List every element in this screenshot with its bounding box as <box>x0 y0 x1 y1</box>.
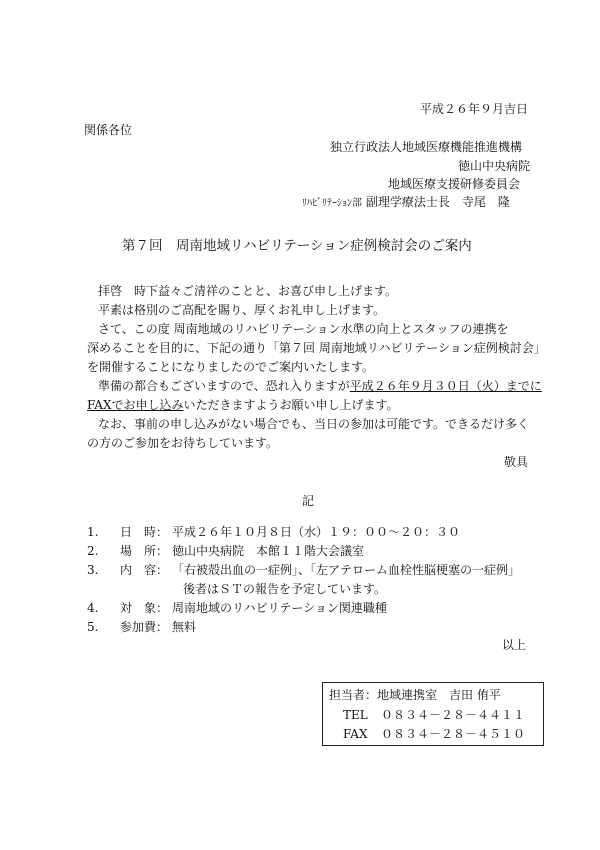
sender-person: 副理学療法士長 寺尾 隆 <box>365 195 510 209</box>
item-number: 1. <box>87 525 99 539</box>
item-number: 4. <box>87 601 99 615</box>
item-label-datetime: 日 時： <box>120 525 169 539</box>
item-label-target: 対 象： <box>120 601 169 615</box>
addressee: 関係各位 <box>84 123 133 137</box>
deadline-date: 平成２６年９月３０日（火）までに <box>349 379 542 393</box>
item-number: 5. <box>87 620 99 634</box>
tel-number: ０８３４－２８－４４１１ <box>381 708 526 722</box>
item-number: 2. <box>87 544 99 558</box>
body-paragraph-3-line-2: 深めることを目的に、下記の通り「第７回 周南地域リハビリテーション症例検討会」 <box>87 341 546 355</box>
sender-organization: 独立行政法人地域医療機能推進機構 <box>330 140 523 154</box>
body-paragraph-4-line-1 <box>98 380 542 392</box>
body-paragraph-4-line-2 <box>87 399 399 411</box>
item-value-fee: 無料 <box>172 620 197 634</box>
sender-department: ﾘﾊﾋﾞﾘﾃｰｼｮﾝ部 <box>302 198 362 209</box>
item-label-fee: 参加費： <box>120 620 169 634</box>
tel-label: TEL <box>343 708 368 722</box>
fax-application-note: FAXでお申し込み <box>87 398 184 412</box>
document-date: 平成２６年９月吉日 <box>420 102 529 116</box>
item-value-target: 周南地域のリハビリテーション関連職種 <box>172 601 387 615</box>
item-number: 3. <box>87 563 99 577</box>
body-paragraph-5-line-2: の方のご参加をお待ちしています。 <box>87 436 279 450</box>
body-paragraph-5-line-1: なお、事前の申し込みがない場合でも、当日の参加は可能です。できるだけ多く <box>98 417 530 431</box>
request-text: いただきますようお願い申し上げます。 <box>183 398 399 412</box>
ki-heading: 記 <box>302 494 315 508</box>
sender-line <box>302 196 510 209</box>
sender-committee: 地域医療支援研修委員会 <box>388 177 521 191</box>
item-value-content: 「右被殻出血の一症例」、「左アテローム血栓性脳梗塞の一症例」 <box>172 563 521 577</box>
closing-ijo: 以上 <box>502 638 527 652</box>
body-paragraph-3-line-1: さて、この度 周南地域のリハビリテーション水準の向上とスタッフの連携を <box>98 322 509 336</box>
body-paragraph-2: 平素は格別のご高配を賜り、厚くお礼申し上げます。 <box>98 303 386 317</box>
document-title: 第７回 周南地域リハビリテーション症例検討会のご案内 <box>122 238 472 254</box>
body-paragraph-3-line-3: を開催することになりましたのでご案内いたします。 <box>87 360 375 374</box>
closing-keigu: 敬具 <box>504 455 529 469</box>
contact-person: 担当者：地域連携室 吉田 侑平 <box>329 688 501 702</box>
fax-label: FAX <box>343 727 368 741</box>
item-value-place: 徳山中央病院 本館１１階大会議室 <box>172 544 365 558</box>
fax-number: ０８３４－２８－４５１０ <box>381 727 526 741</box>
item-value-datetime: 平成２６年１０月８日（水）１９：００～２０：３０ <box>172 525 461 539</box>
sender-hospital: 徳山中央病院 <box>458 159 531 173</box>
item-label-content: 内 容： <box>120 563 169 577</box>
item-label-place: 場 所： <box>120 544 169 558</box>
contact-box <box>322 682 544 746</box>
body-greeting: 拝啓 時下益々ご清祥のことと、お喜び申し上げます。 <box>98 284 398 298</box>
item-value-content-note: 後者はＳＴの報告を予定しています。 <box>183 582 387 596</box>
deadline-intro: 準備の都合もございますので、恐れ入りますが <box>98 379 350 393</box>
